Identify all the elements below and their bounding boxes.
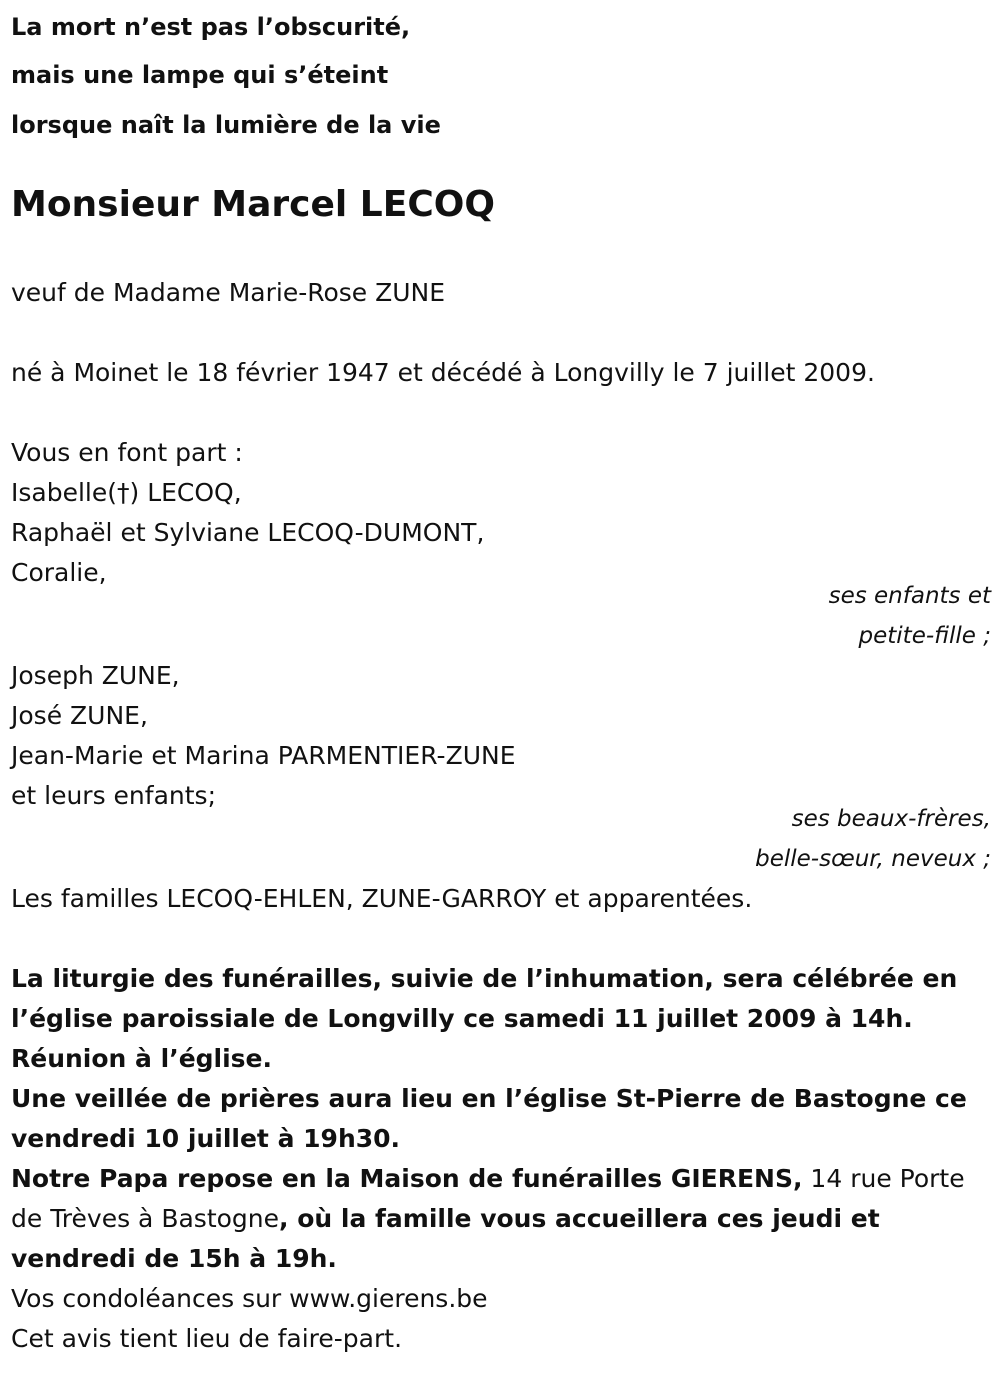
epigraph-line: lorsque naît la lumière de la vie: [11, 111, 441, 139]
rest-info-bold: , où la famille vous accueillera ces jeudi et: [279, 1204, 880, 1233]
rest-info-bold: Notre Papa repose en la Maison de funérailles GIERENS,: [11, 1164, 803, 1193]
funeral-info-line: Réunion à l’église.: [11, 1044, 273, 1073]
family-member: Jean-Marie et Marina PARMENTIER-ZUNE: [11, 741, 516, 770]
family-member: Coralie,: [11, 558, 107, 587]
birth-death-line: né à Moinet le 18 février 1947 et décédé à Longvilly le 7 juillet 2009.: [11, 358, 875, 387]
relation-label: ses enfants et: [828, 583, 991, 609]
family-member: Joseph ZUNE,: [11, 661, 180, 690]
vigil-info-line: Une veillée de prières aura lieu en l’église St-Pierre de Bastogne ce: [11, 1084, 967, 1113]
family-member: et leurs enfants;: [11, 781, 216, 810]
relation-label: petite-fille ;: [858, 623, 991, 649]
family-member: Raphaël et Sylviane LECOQ-DUMONT,: [11, 518, 485, 547]
notice-line: Cet avis tient lieu de faire-part.: [11, 1324, 403, 1353]
funeral-info-line: La liturgie des funérailles, suivie de l’inhumation, sera célébrée en: [11, 964, 958, 993]
rest-info-line: [11, 1164, 965, 1194]
rest-info-address: de Trèves à Bastogne: [11, 1204, 280, 1233]
family-member: Isabelle(†) LECOQ,: [11, 478, 242, 507]
widower-line: veuf de Madame Marie-Rose ZUNE: [11, 278, 446, 307]
rest-info-address: 14 rue Porte: [802, 1164, 965, 1193]
funeral-info-line: l’église paroissiale de Longvilly ce samedi 11 juillet 2009 à 14h.: [11, 1004, 913, 1033]
epigraph-line: La mort n’est pas l’obscurité,: [11, 13, 411, 41]
relation-label: ses beaux-frères,: [791, 806, 991, 832]
epigraph-line: mais une lampe qui s’éteint: [11, 61, 389, 89]
condolences-line: Vos condoléances sur www.gierens.be: [11, 1284, 488, 1313]
relation-label: belle-sœur, neveux ;: [755, 846, 991, 872]
vigil-info-line: vendredi 10 juillet à 19h30.: [11, 1124, 401, 1153]
families-line: Les familles LECOQ-EHLEN, ZUNE-GARROY et apparentées.: [11, 884, 753, 913]
rest-info-line: vendredi de 15h à 19h.: [11, 1244, 337, 1273]
deceased-name: Monsieur Marcel LECOQ: [11, 184, 495, 225]
announce-line: Vous en font part :: [11, 438, 243, 467]
family-member: José ZUNE,: [11, 701, 148, 730]
rest-info-line: [11, 1204, 880, 1234]
